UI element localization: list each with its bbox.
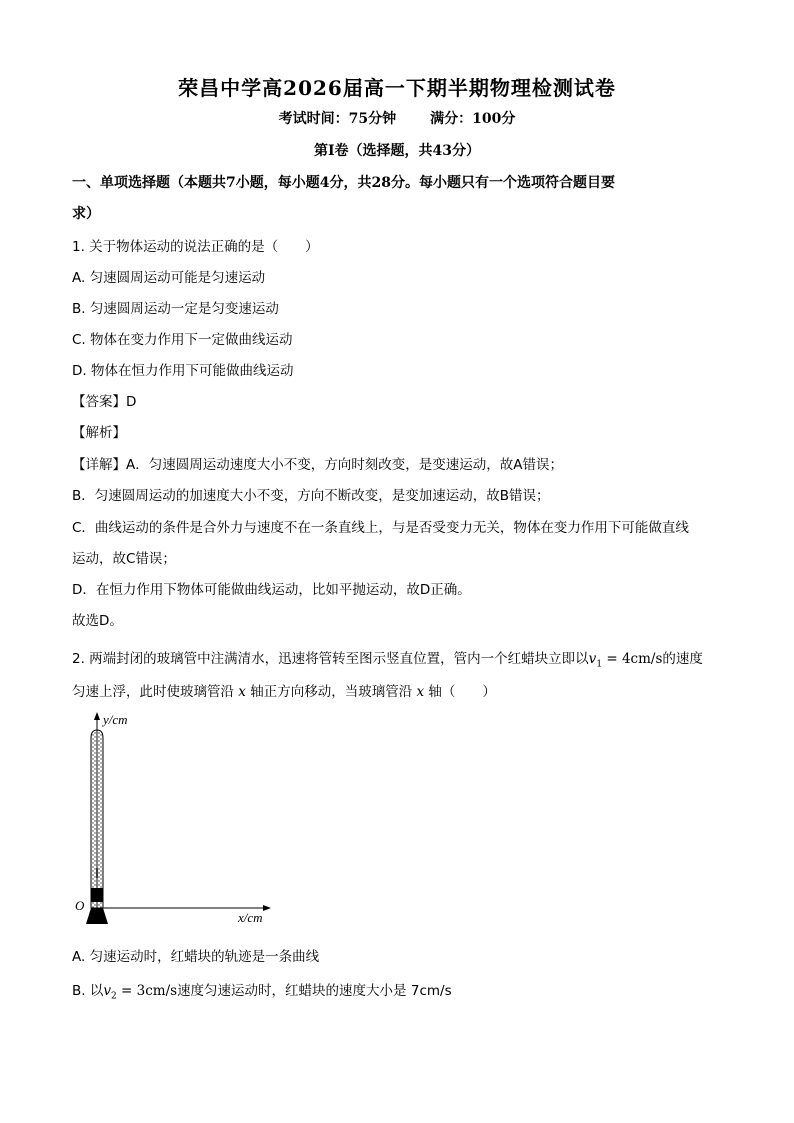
tube-stand — [86, 908, 108, 924]
q1-option-c: C. 物体在变力作用下一定做曲线运动 — [72, 332, 293, 348]
y-axis-arrow-icon — [94, 712, 100, 720]
q2-option-a: A. 匀速运动时，红蜡块的轨迹是一条曲线 — [72, 949, 320, 965]
origin-label: O — [75, 898, 85, 913]
q2-stem-line1 — [72, 647, 703, 670]
q2-stem-text-c: 匀速上浮，此时使玻璃管沿 — [72, 684, 234, 700]
q1-detail-line5: D．在恒力作用下物体可能做曲线运动，比如平抛运动，故D正确。 — [72, 582, 471, 598]
exam-score: 满分：100分 — [430, 111, 516, 127]
v2-value: = 3cm/s — [116, 983, 178, 999]
v1-value: = 4cm/s — [602, 651, 663, 667]
x-axis-arrow-icon — [263, 905, 271, 911]
q2-stem-text-a: 2. 两端封闭的玻璃管中注满清水，迅速将管转至图示竖直位置，管内一个红蜡块立即以 — [72, 651, 589, 667]
exam-title: 荣昌中学高2026届高一下期半期物理检测试卷 — [178, 76, 616, 100]
glass-tube — [91, 730, 103, 908]
exam-time: 考试时间：75分钟 — [278, 111, 397, 127]
detail-label: 【详解】 — [72, 457, 126, 473]
exam-info — [0, 108, 794, 128]
x-axis-symbol-2: x — [412, 684, 429, 700]
q2-option-b-text-b: 速度匀速运动时，红蜡块的速度大小是 7cm/s — [177, 983, 452, 999]
v1-symbol: v — [588, 651, 597, 667]
q1-stem: 1. 关于物体运动的说法正确的是（ ） — [72, 239, 319, 255]
q1-option-a: A. 匀速圆周运动可能是匀速运动 — [72, 270, 266, 286]
q2-stem-text-e: 轴（ ） — [428, 684, 496, 700]
q1-option-d: D. 物体在恒力作用下可能做曲线运动 — [72, 363, 294, 379]
y-axis-label: y/cm — [103, 712, 128, 727]
glass-tube-figure — [70, 708, 280, 938]
q2-option-b-text-a: B. 以 — [72, 983, 104, 999]
section-heading-line1: 一、单项选择题（本题共7小题，每小题4分，共28分。每小题只有一个选项符合题目要 — [72, 175, 615, 191]
q1-detail-line3: C．曲线运动的条件是合外力与速度不在一条直线上，与是否受变力无关，物体在变力作用下可能做直线 — [72, 520, 689, 536]
q2-stem-text-b: 的速度 — [662, 651, 703, 667]
section-heading-line2: 求） — [72, 206, 100, 222]
q1-option-b: B. 匀速圆周运动一定是匀变速运动 — [72, 301, 279, 317]
q1-analysis-label: 【解析】 — [72, 425, 126, 441]
q1-answer — [72, 390, 136, 410]
x-axis-label: x/cm — [238, 910, 263, 925]
v2-subscript: 2 — [111, 991, 117, 1002]
q1-detail-line2: B．匀速圆周运动的加速度大小不变，方向不断改变，是变加速运动，故B错误； — [72, 488, 550, 504]
answer-value: D — [126, 394, 137, 410]
volume-heading: 第Ⅰ卷（选择题，共43分） — [313, 143, 481, 159]
answer-label: 【答案】 — [72, 394, 126, 410]
q2-option-b — [72, 979, 452, 1002]
v2-symbol: v — [103, 983, 111, 999]
q2-stem-text-d: 轴正方向移动，当玻璃管沿 — [250, 684, 413, 700]
x-axis-symbol: x — [234, 684, 251, 700]
q2-stem-line2 — [72, 680, 496, 700]
q1-detail-line4: 运动，故C错误； — [72, 551, 176, 567]
q1-detail-line6: 故选D。 — [72, 613, 123, 629]
v1-subscript: 1 — [596, 659, 603, 670]
detail-text-a: A．匀速圆周运动速度大小不变，方向时刻改变，是变速运动，故A错误； — [126, 457, 563, 473]
q1-detail-line1 — [72, 453, 563, 473]
red-wax-block — [91, 888, 103, 902]
